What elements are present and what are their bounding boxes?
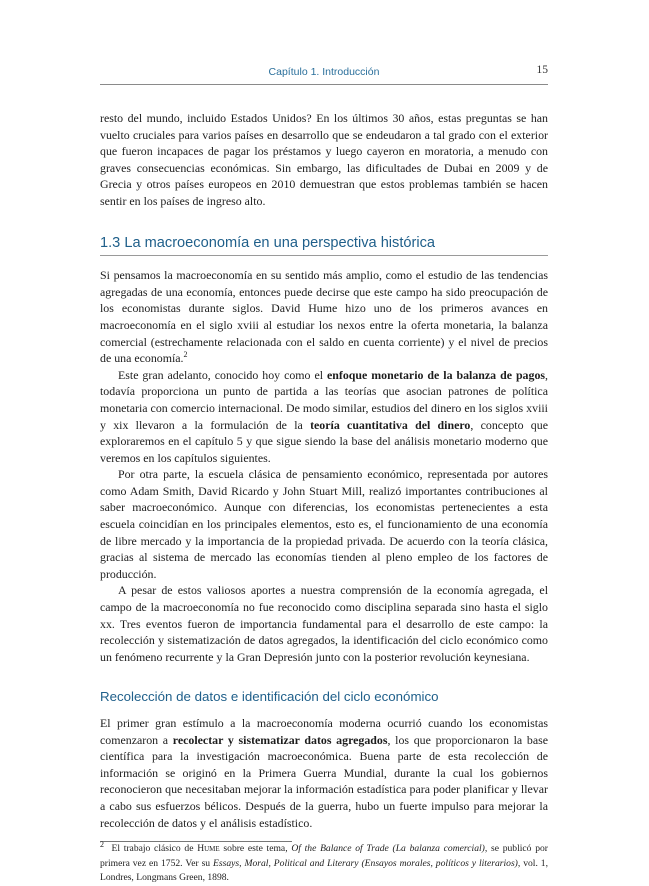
- section-paragraph-2: [100, 367, 548, 467]
- footnote-number: 2: [100, 839, 104, 849]
- footnote-ref[interactable]: 2: [183, 350, 188, 360]
- text-run: , concepto que exploraremos en el capítulo 5 y que sigue siendo la base del análisis monetario moderno que veremos en los capítulos siguientes.: [100, 417, 548, 465]
- subsection-heading: Recolección de datos e identificación del ciclo económico: [100, 689, 439, 705]
- text-run: Este gran adelanto, conocido hoy como el: [118, 367, 328, 382]
- chapter-title: Capítulo 1. Introducción: [268, 66, 380, 78]
- text-run: , los que proporcionaron la base científica para la investigación macroeconómica. Buena parte de esta recolección de información se originó en la Primera Guerra Mundial, durante la cual los gobiernos reconocieron que necesitaban mejorar la información estadística para poder planificar y llevar a cabo sus esfuerzos bélicos. Después de la guerra, hubo un fuerte impulso para mejorar la recolección de datos y el análisis estadístico.: [100, 732, 549, 830]
- text-run: sobre este tema,: [219, 843, 292, 855]
- footnote-author: Hume: [197, 843, 220, 855]
- footnote-work-title: Of the Balance of Trade (La balanza comercial): [291, 843, 485, 855]
- footnote: [100, 839, 548, 886]
- page-body: [100, 110, 548, 886]
- running-header: [100, 64, 548, 86]
- key-term-quantity-theory: teoría cuantitativa del dinero: [310, 417, 471, 432]
- text-run: El primer gran estímulo a la macroeconomía moderna ocurrió cuando los economistas comenzaron a: [100, 716, 548, 747]
- intro-paragraph: resto del mundo, incluido Estados Unidos? En los últimos 30 años, estas preguntas se han vuelto cruciales para varios países en desarrollo que se endeudaron a tal grado con el exterior que fueron incapaces de pagar los préstamos y luego cayeron en moratoria, a menudo con graves consecuencias económicas. Sin embargo, las dificultades de Dubai en 2009 y de Grecia y otros países europeos en 2010 demuestran que estos problemas también se hacen sentir en los países de ingreso alto.: [100, 111, 548, 208]
- section-paragraph-4: A pesar de estos valiosos aportes a nuestra comprensión de la economía agregada, el campo de la macroeconomía no fue reconocido como disciplina separada sino hasta el siglo xx. Tres eventos fueron de importancia fundamental para el desarrollo de este campo: la recolección y sistematización de datos agregados, la identificación del ciclo económico como un fenómeno recurrente y la Gran Depresión junto con la posterior revolución keynesiana.: [100, 583, 548, 664]
- section-paragraph-1-text: Si pensamos la macroeconomía en su sentido más amplio, como el estudio de las tendencias agregadas de una economía, entonces puede decirse que este campo ha sido preocupación de los economistas durante siglos. David Hume hizo uno de los primeros avances en macroeconomía en el siglo xviii al estudiar los nexos entre la oferta monetaria, la balanza comercial (estrechamente relacionada con el saldo en cuenta corriente) y el nivel de precios de una economía.: [100, 268, 548, 366]
- key-term-aggregate-data: recolectar y sistematizar datos agregados: [172, 732, 388, 747]
- page-number: 15: [536, 64, 548, 76]
- key-term-monetary-approach: enfoque monetario de la balanza de pagos: [327, 367, 546, 382]
- text-run: El trabajo clásico de: [111, 843, 198, 855]
- header-divider: [100, 84, 548, 85]
- section-paragraph-1: [100, 267, 548, 367]
- section-paragraph-3: Por otra parte, la escuela clásica de pensamiento económico, representada por autores como Adam Smith, David Ricardo y John Stuart Mill, realizó importantes contribuciones al saber macroeconómico. Aunque con diferencias, los economistas pertenecientes a esta escuela coincidían en los principales elementos, esto es, el funcionamiento de una economía de libre mercado y la importancia de la propiedad privada. De acuerdo con la teoría clásica, gracias al sistema de mercado las economías tienden al pleno empleo de los factores de producción.: [100, 467, 548, 581]
- text-run: , vol. 1, Londres, Longmans Green, 1898.: [100, 857, 548, 884]
- text-run: , todavía proporciona un punto de partida a las teorías que asocian patrones de política monetaria con comercio internacional. De modo similar, estudios del dinero en los siglos xviii y xix llevaron a la formulación de la: [100, 367, 548, 432]
- section-heading: 1.3 La macroeconomía en una perspectiva histórica: [100, 235, 548, 257]
- subsection-paragraph-1: [100, 715, 548, 831]
- footnote-work-title-2: Essays, Moral, Political and Literary (Ensayos morales, políticos y literarios): [213, 857, 518, 869]
- text-run: , se publicó por primera vez en 1752. Ver su: [100, 843, 548, 869]
